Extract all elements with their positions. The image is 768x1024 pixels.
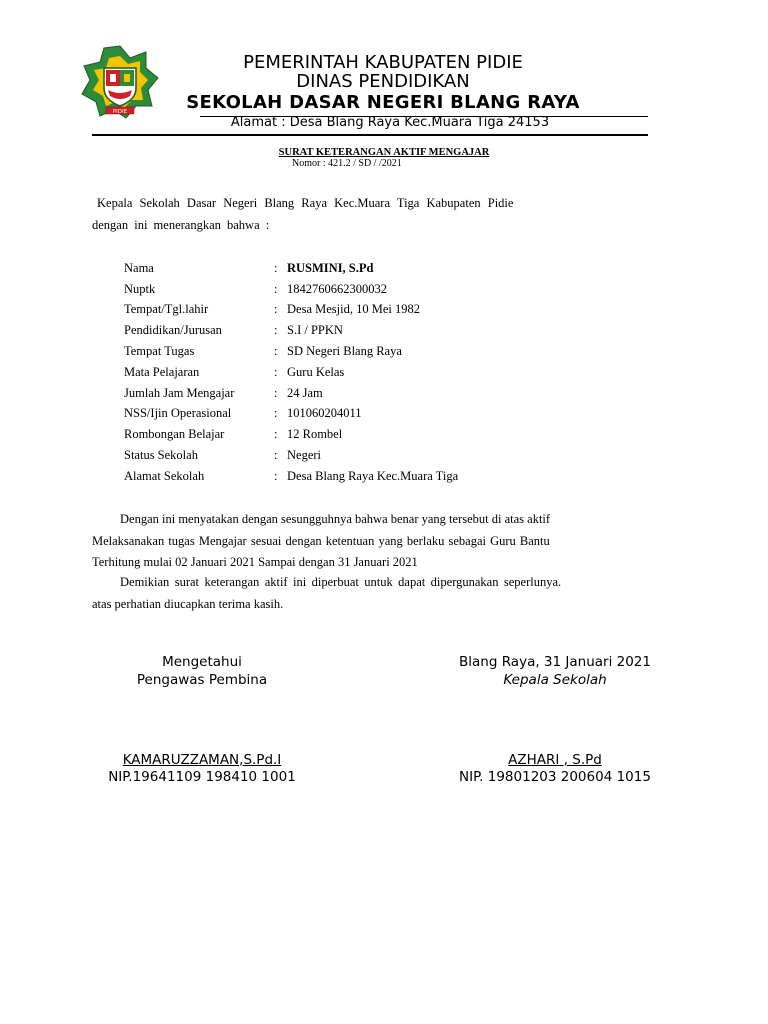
detail-separator: :: [274, 448, 278, 463]
detail-row-name: [124, 258, 644, 279]
detail-value: S.I / PPKN: [287, 323, 343, 338]
right-signatory-nip: NIP. 19801203 200604 1015: [459, 769, 651, 785]
detail-label: Status Sekolah: [124, 448, 198, 463]
detail-label: Tempat/Tgl.lahir: [124, 302, 209, 317]
detail-row-address: [124, 466, 644, 487]
detail-separator: :: [274, 427, 278, 442]
letterhead-bottom-rule: [92, 134, 648, 136]
detail-value: Desa Blang Raya Kec.Muara Tiga: [287, 468, 459, 483]
letter-number: Nomor : 421.2 / SD / /2021: [292, 158, 402, 169]
detail-value: Desa Mesjid, 10 Mei 1982: [287, 302, 420, 317]
detail-separator: :: [274, 468, 278, 483]
detail-label: Tempat Tugas: [124, 344, 195, 359]
detail-value: SD Negeri Blang Raya: [287, 344, 402, 359]
detail-separator: :: [274, 344, 278, 359]
statement-line-3: Terhitung mulai 02 Januari 2021 Sampai dengan 31 Januari 2021: [92, 555, 418, 569]
detail-label: Rombongan Belajar: [124, 427, 225, 442]
detail-row-classes: [124, 424, 644, 445]
right-signature-position: Kepala Sekolah: [503, 672, 607, 688]
detail-row-workplace: [124, 341, 644, 362]
statement-line-1: Dengan ini menyatakan dengan sesungguhnya bahwa benar yang tersebut di atas aktif: [120, 512, 551, 526]
detail-row-nuptk: [124, 279, 644, 300]
detail-row-subject: [124, 362, 644, 383]
teacher-details: [124, 258, 644, 487]
letterhead-department: DINAS PENDIDIKAN: [296, 71, 470, 92]
detail-label: Nuptk: [124, 281, 156, 296]
right-signatory-name: AZHARI , S.Pd: [508, 752, 602, 768]
logo-ribbon-text: PIDIE: [112, 109, 128, 115]
letterhead-school-name: SEKOLAH DASAR NEGERI BLANG RAYA: [186, 92, 580, 113]
closing-line-1: Demikian surat keterangan aktif ini diperbuat untuk dapat dipergunakan seperlunya.: [120, 575, 562, 589]
place-and-date: Blang Raya, 31 Januari 2021: [459, 654, 651, 670]
detail-value: 12 Rombel: [287, 427, 343, 442]
detail-label: Jumlah Jam Mengajar: [124, 385, 235, 400]
detail-separator: :: [274, 281, 278, 296]
detail-label: NSS/Ijin Operasional: [124, 406, 232, 421]
intro-line-1: Kepala Sekolah Dasar Negeri Blang Raya Kec.Muara Tiga Kabupaten Pidie: [97, 196, 514, 210]
intro-line-2: dengan ini menerangkan bahwa :: [92, 218, 270, 232]
pidie-regency-logo: [80, 44, 160, 120]
detail-separator: :: [274, 323, 278, 338]
detail-separator: :: [274, 302, 278, 317]
detail-separator: :: [274, 260, 278, 275]
detail-separator: :: [274, 406, 278, 421]
detail-row-hours: [124, 383, 644, 404]
letterhead-government: PEMERINTAH KABUPATEN PIDIE: [243, 52, 523, 73]
detail-row-education: [124, 320, 644, 341]
detail-separator: :: [274, 385, 278, 400]
letterhead-address: Alamat : Desa Blang Raya Kec.Muara Tiga 24153: [230, 115, 550, 130]
left-signature-position: Pengawas Pembina: [136, 672, 268, 688]
detail-row-birth: [124, 300, 644, 321]
detail-value: 1842760662300032: [287, 281, 387, 296]
detail-label: Mata Pelajaran: [124, 364, 200, 379]
detail-label: Pendidikan/Jurusan: [124, 323, 222, 338]
detail-label: Nama: [124, 260, 154, 275]
statement-line-2: Melaksanakan tugas Mengajar sesuai dengan ketentuan yang berlaku sebagai Guru Bantu: [92, 534, 550, 548]
detail-value: 24 Jam: [287, 385, 323, 400]
detail-separator: :: [274, 364, 278, 379]
letter-title: SURAT KETERANGAN AKTIF MENGAJAR: [278, 147, 490, 158]
detail-row-nss: [124, 404, 644, 425]
detail-value: 101060204011: [287, 406, 362, 421]
left-signatory-nip: NIP.19641109 198410 1001: [108, 769, 296, 785]
detail-value: Negeri: [287, 448, 322, 463]
left-signatory-name: KAMARUZZAMAN,S.Pd.I: [122, 752, 282, 768]
left-signature-heading: Mengetahui: [162, 654, 242, 670]
detail-row-status: [124, 445, 644, 466]
detail-label: Alamat Sekolah: [124, 468, 205, 483]
detail-value: RUSMINI, S.Pd: [287, 260, 374, 275]
detail-value: Guru Kelas: [287, 364, 345, 379]
closing-line-2: atas perhatian diucapkan terima kasih.: [92, 597, 284, 611]
